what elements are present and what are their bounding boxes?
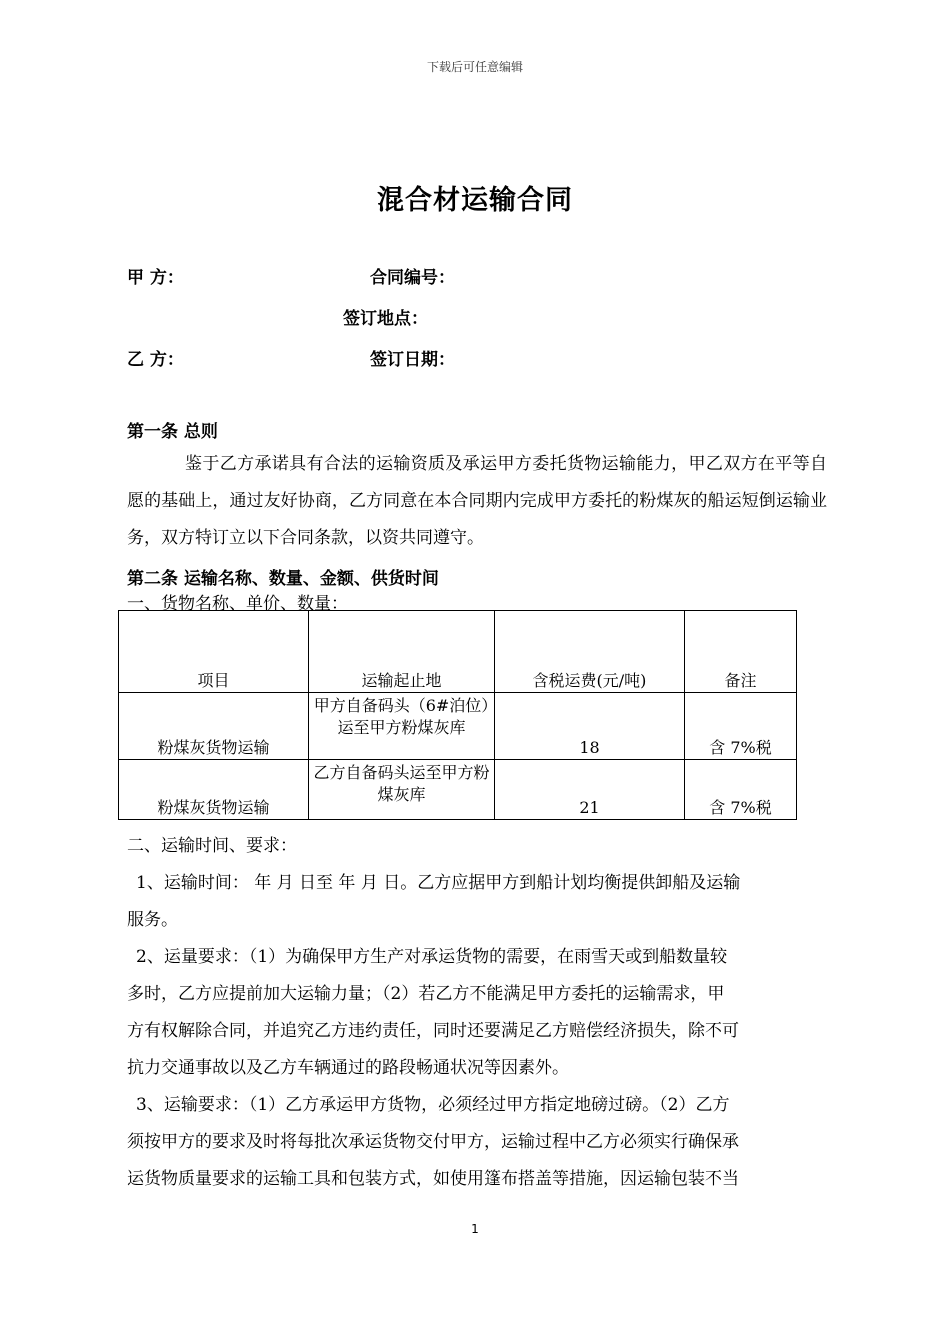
table-row (119, 760, 797, 820)
header-route: 运输起止地 (309, 611, 495, 693)
page-number: 1 (471, 1222, 479, 1236)
party-a-label: 甲 方： (127, 268, 184, 288)
header-note: 下载后可任意编辑 (426, 60, 523, 74)
clause2-line2: 多时，乙方应提前加大运输力量；（2）若乙方不能满足甲方委托的运输需求，甲 (127, 984, 725, 1004)
table-header-row (119, 611, 797, 693)
header-fee: 含税运费(元/吨) (495, 611, 685, 693)
sign-place-label: 签订地点： (343, 309, 428, 329)
clause2-line3: 方有权解除合同，并追究乙方违约责任，同时还要满足乙方赔偿经济损失，除不可 (127, 1021, 739, 1041)
clause3-line1: 3、运输要求：（1）乙方承运甲方货物，必须经过甲方指定地磅过磅。（2）乙方 (136, 1095, 730, 1115)
sign-date-label: 签订日期： (370, 350, 455, 370)
goods-subheading: 一、货物名称、单价、数量： (127, 594, 348, 614)
clause3-line3: 运货物质量要求的运输工具和包装方式，如使用篷布搭盖等措施，因运输包装不当 (127, 1169, 739, 1189)
clause1-line1: 1、运输时间： 年 月 日至 年 月 日。乙方应据甲方到船计划均衡提供卸船及运输 (136, 873, 741, 893)
clause1-line2: 服务。 (127, 910, 178, 930)
row2-note: 含 7%税 (685, 760, 797, 820)
row1-item: 粉煤灰货物运输 (119, 693, 309, 760)
row1-note: 含 7%税 (685, 693, 797, 760)
row1-fee: 18 (495, 693, 685, 760)
document-title: 混合材运输合同 (377, 185, 573, 216)
table-row (119, 693, 797, 760)
clause3-line2: 须按甲方的要求及时将每批次承运货物交付甲方，运输过程中乙方必须实行确保承 (127, 1132, 739, 1152)
row2-item: 粉煤灰货物运输 (119, 760, 309, 820)
row2-fee: 21 (495, 760, 685, 820)
row1-route: 甲方自备码头（6#泊位）运至甲方粉煤灰库 (309, 693, 495, 760)
header-note: 备注 (685, 611, 797, 693)
header-item: 项目 (119, 611, 309, 693)
article2-heading: 第二条 运输名称、数量、金额、供货时间 (127, 569, 439, 589)
article1-heading: 第一条 总则 (127, 422, 218, 442)
transport-subheading: 二、运输时间、要求： (127, 836, 297, 856)
clause2-line1: 2、运量要求：（1）为确保甲方生产对承运货物的需要，在雨雪天或到船数量较 (136, 947, 728, 967)
article1-body: 鉴于乙方承诺具有合法的运输资质及承运甲方委托货物运输能力，甲乙双方在平等自愿的基础上，通过友好协商，乙方同意在本合同期内完成甲方委托的粉煤灰的船运短倒运输业务，双方特订立以下合同条款，以资共同遵守。 (127, 454, 827, 548)
contract-no-label: 合同编号： (370, 268, 455, 288)
clause2-line4: 抗力交通事故以及乙方车辆通过的路段畅通状况等因素外。 (127, 1058, 569, 1078)
goods-table (118, 610, 797, 820)
row2-route: 乙方自备码头运至甲方粉煤灰库 (309, 760, 495, 820)
party-b-label: 乙 方： (127, 350, 184, 370)
